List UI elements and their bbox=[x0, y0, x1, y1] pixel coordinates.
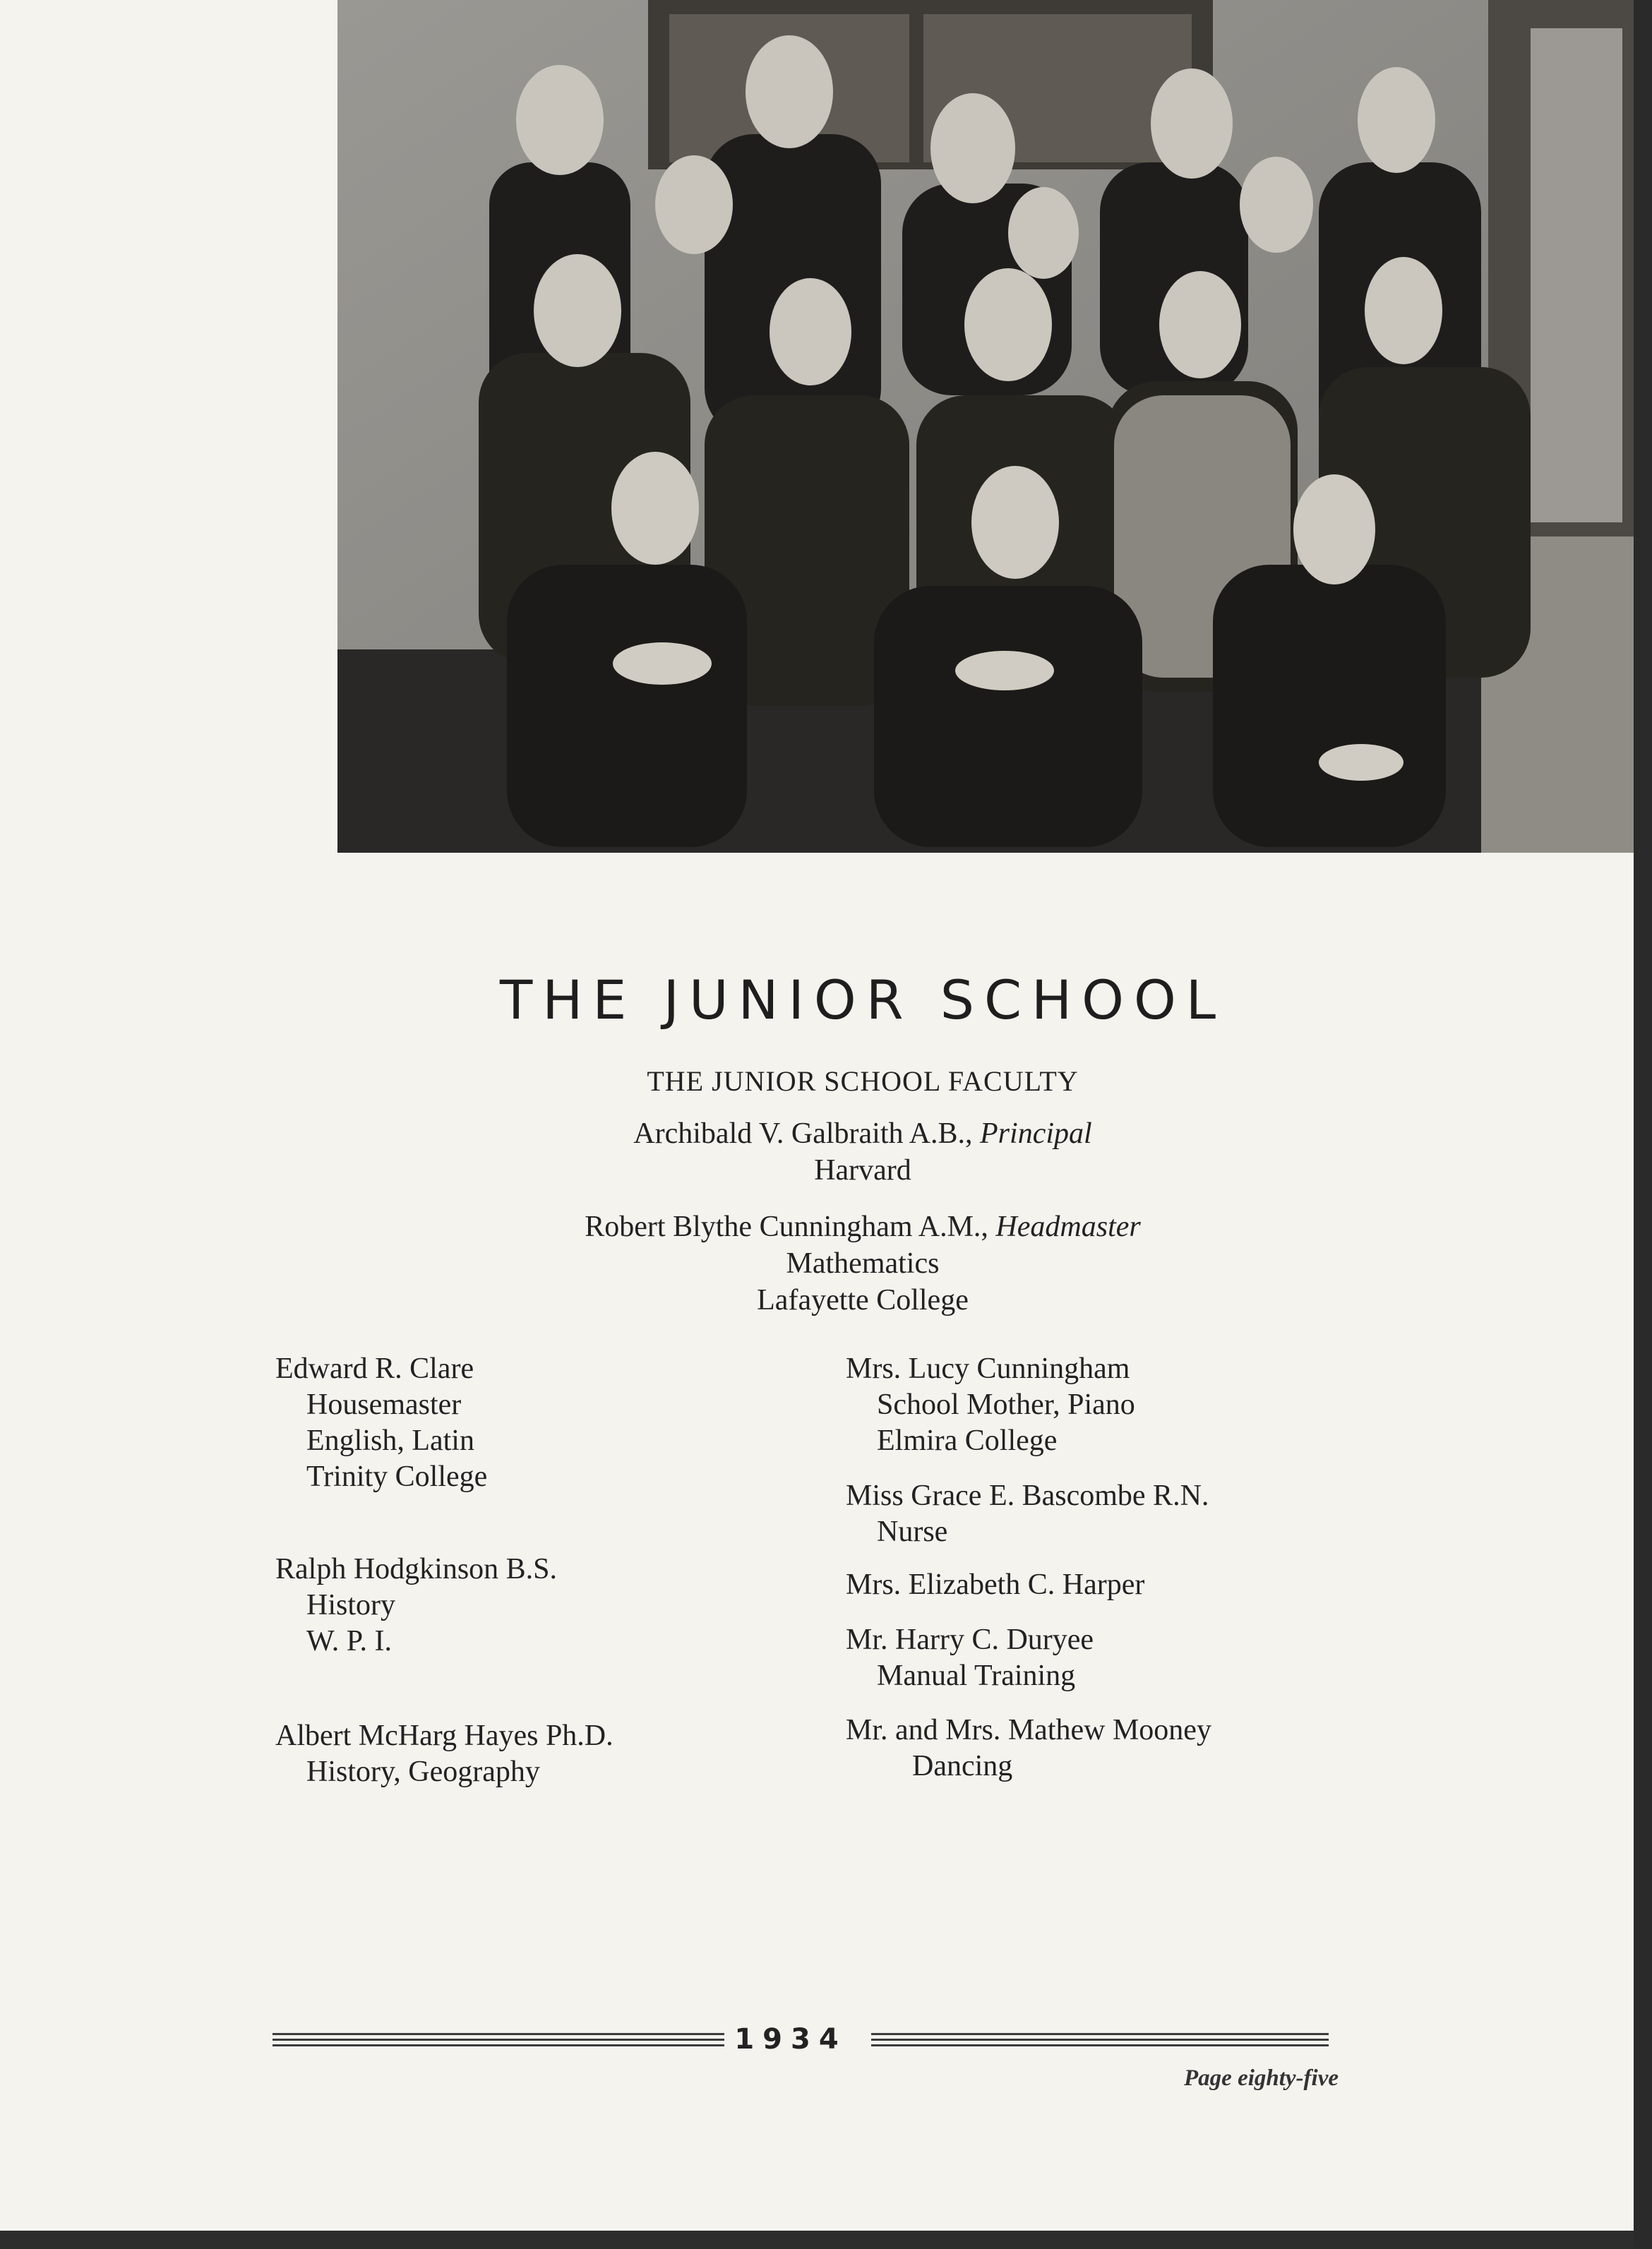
faculty-detail: Nurse bbox=[877, 1516, 948, 1548]
faculty-detail: Housemaster bbox=[306, 1389, 462, 1421]
headmaster-name-line bbox=[92, 1209, 1634, 1245]
principal-block bbox=[0, 1115, 1634, 1189]
faculty-detail: English, Latin bbox=[306, 1425, 474, 1457]
faculty-detail: School Mother, Piano bbox=[877, 1389, 1135, 1421]
faculty-entry bbox=[275, 1552, 557, 1660]
faculty-entry bbox=[275, 1718, 613, 1790]
faculty-name: Mr. and Mrs. Mathew Mooney bbox=[846, 1714, 1211, 1746]
faculty-name: Mrs. Elizabeth C. Harper bbox=[846, 1569, 1145, 1601]
principal-name: Archibald V. Galbraith A.B., bbox=[633, 1117, 973, 1150]
faculty-detail: W. P. I. bbox=[306, 1625, 392, 1657]
principal-name-line bbox=[92, 1115, 1634, 1152]
footer-rule-left bbox=[273, 2033, 724, 2049]
headmaster-role: Headmaster bbox=[995, 1211, 1141, 1243]
footer-rule-right bbox=[871, 2033, 1329, 2049]
faculty-entry bbox=[275, 1351, 487, 1495]
group-photo-icon bbox=[337, 0, 1634, 853]
headmaster-school: Lafayette College bbox=[757, 1284, 969, 1317]
faculty-name: Mrs. Lucy Cunningham bbox=[846, 1353, 1130, 1385]
faculty-name: Albert McHarg Hayes Ph.D. bbox=[275, 1720, 613, 1752]
footer-year: 1934 bbox=[734, 2023, 847, 2056]
faculty-heading: THE JUNIOR SCHOOL FACULTY bbox=[647, 1065, 1079, 1097]
faculty-detail: History bbox=[306, 1589, 395, 1621]
faculty-detail: Manual Training bbox=[877, 1660, 1076, 1692]
principal-role: Principal bbox=[980, 1117, 1092, 1150]
page-number: Page eighty-five bbox=[1184, 2065, 1339, 2091]
headmaster-subject: Mathematics bbox=[786, 1247, 940, 1280]
headmaster-name: Robert Blythe Cunningham A.M., bbox=[585, 1211, 988, 1243]
faculty-detail: Trinity College bbox=[306, 1461, 488, 1493]
faculty-name: Edward R. Clare bbox=[275, 1353, 474, 1385]
faculty-detail: Dancing bbox=[912, 1750, 1013, 1782]
faculty-entry bbox=[846, 1567, 1144, 1603]
faculty-detail: Elmira College bbox=[877, 1425, 1058, 1457]
right-column bbox=[846, 1351, 1354, 1803]
left-column bbox=[275, 1351, 770, 1803]
page-edge bbox=[1634, 0, 1652, 2249]
faculty-entry bbox=[846, 1713, 1211, 1785]
page-title: THE JUNIOR SCHOOL bbox=[499, 968, 1226, 1031]
principal-school: Harvard bbox=[814, 1154, 911, 1187]
faculty-entry bbox=[846, 1351, 1135, 1459]
headmaster-block bbox=[0, 1209, 1634, 1319]
faculty-entry bbox=[846, 1622, 1094, 1694]
faculty-name: Mr. Harry C. Duryee bbox=[846, 1624, 1094, 1656]
faculty-name: Miss Grace E. Bascombe R.N. bbox=[846, 1480, 1209, 1512]
faculty-entry bbox=[846, 1478, 1209, 1550]
group-photo bbox=[337, 0, 1634, 853]
faculty-detail: History, Geography bbox=[306, 1756, 540, 1788]
faculty-name: Ralph Hodgkinson B.S. bbox=[275, 1553, 558, 1585]
